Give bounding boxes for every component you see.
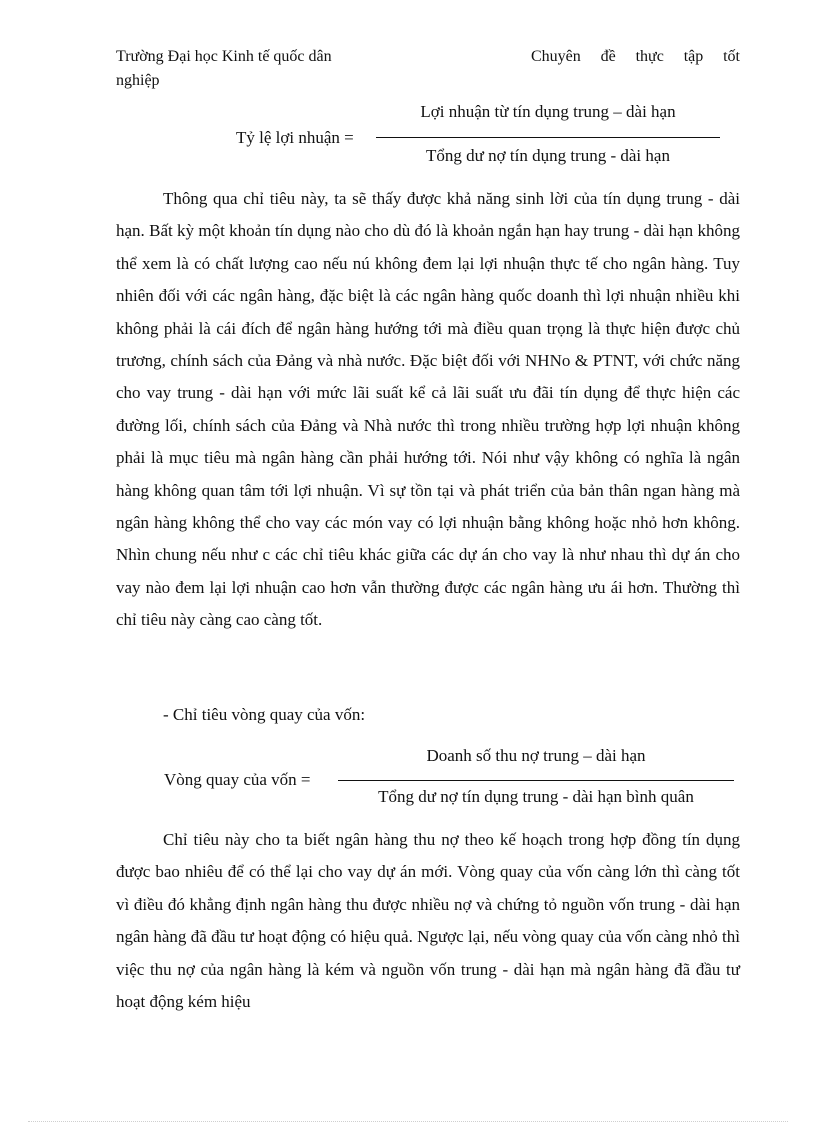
formula-denominator: Tổng dư nợ tín dụng trung - dài hạn bình quân — [378, 787, 694, 806]
header-institution: Trường Đại học Kinh tế quốc dân nghiệp — [116, 48, 332, 89]
fraction-bar — [338, 780, 734, 781]
fraction-bar — [376, 137, 720, 138]
header-title-word: đề — [600, 48, 616, 65]
body-paragraph — [116, 824, 740, 1018]
header-title-word: thực — [635, 48, 664, 65]
formula-numerator: Doanh số thu nợ trung – dài hạn — [426, 746, 646, 765]
header-title-word: tập — [683, 48, 704, 65]
header-title-word: Chuyên — [531, 48, 581, 65]
bullet-item: - Chỉ tiêu vòng quay của vốn: — [163, 705, 366, 724]
formula-numerator: Lợi nhuận từ tín dụng trung – dài hạn — [420, 102, 676, 121]
header-title — [531, 45, 740, 69]
paragraph-text: Chỉ tiêu này cho ta biết ngân hàng thu nợ theo kế hoạch trong hợp đồng tín dụng được bao nhiêu để có thể lại cho vay dự án mới. Vòng quay của vốn càng lớn thì càng tốt vì điều đó khẳng định ngân hàng thu được nhiều nợ và chứng tỏ nguồn vốn trung - dài hạn ngân hàng đã đầu tư hoạt động có hiệu quả. Ngược lại, nếu vòng quay của vốn càng nhỏ thì việc thu nợ của ngân hàng là kém và nguồn vốn trung - dài hạn mà ngân hàng đã đầu tư hoạt động kém hiệu — [116, 830, 740, 1012]
body-paragraph — [116, 183, 740, 637]
formula-lhs: Vòng quay của vốn = — [164, 770, 311, 789]
header-title-word: tốt — [723, 48, 740, 65]
paragraph-text: Thông qua chỉ tiêu này, ta sẽ thấy được khả năng sinh lời của tín dụng trung - dài hạn. Bất kỳ một khoản tín dụng nào cho dù đó là khoản ngắn hạn hay trung - dài hạn không thể xem là có chất lượng cao nếu nú không đem lại lợi nhuận thực tế cho ngân hàng. Tuy nhiên đối với các ngân hàng, đặc biệt là các ngân hàng quốc doanh thì lợi nhuận nhiều khi không phải là cái đích để ngân hàng hướng tới mà điều quan trọng là thực hiện được chủ trương, chính sách của Đảng và nhà nước. Đặc biệt đối với NHNo & PTNT, với chức năng cho vay trung - dài hạn với mức lãi suất kể cả lãi suất ưu đãi tín dụng để thực hiện các đường lối, chính sách của Đảng và Nhà nước thì trong nhiều trường hợp lợi nhuận không phải là mục tiêu mà ngân hàng cần phải hướng tới. Nói như vậy không có nghĩa là ngân hàng không quan tâm tới lợi nhuận. Vì sự tồn tại và phát triển của bản thân ngan hàng mà ngân hàng không thể cho vay các món vay có lợi nhuận bằng không hoặc nhỏ hơn không. Nhìn chung nếu như c các chỉ tiêu khác giữa các dự án cho vay là như nhau thì dự án cho vay nào đem lại lợi nhuận cao hơn vẫn thường được các ngân hàng ưu ái hơn. Thường thì chỉ tiêu này càng cao càng tốt. — [116, 189, 740, 630]
formula-lhs: Tỷ lệ lợi nhuận = — [236, 128, 354, 147]
page-bottom-divider — [28, 1121, 788, 1122]
formula-denominator: Tổng dư nợ tín dụng trung - dài hạn — [426, 146, 670, 165]
